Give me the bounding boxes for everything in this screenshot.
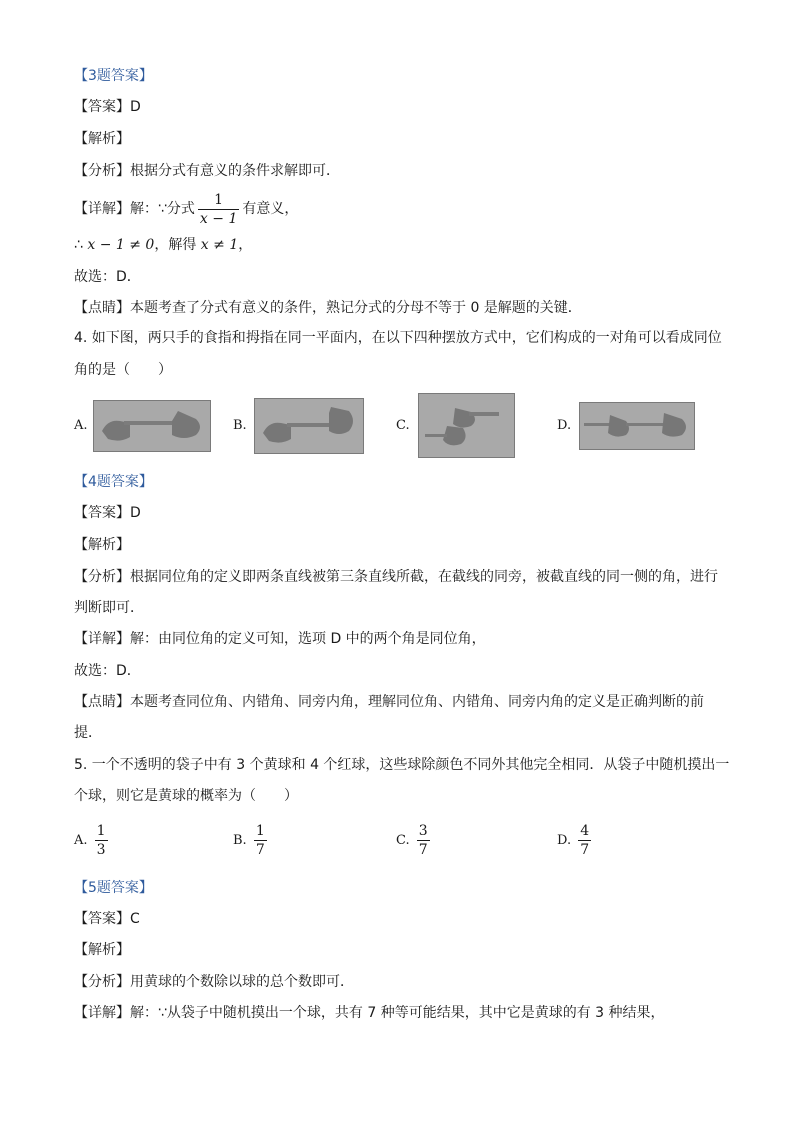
therefore-symbol: ∴ (74, 237, 88, 253)
hand-pointing-icon (94, 401, 210, 451)
q5-option-c (396, 822, 433, 859)
q4-stem-line2: 角的是（ ） (74, 362, 172, 378)
q3-detail (74, 190, 298, 228)
q3-detail-suffix: 有意义， (242, 201, 299, 217)
q3-answer-header: 【3题答案】 (74, 68, 153, 84)
fraction-denominator: 3 (96, 842, 106, 858)
q5-option-c-fraction (417, 822, 430, 859)
q5-answer-header: 【5题答案】 (74, 880, 153, 896)
q3-fraction (198, 191, 239, 228)
q5-option-d-fraction (578, 822, 591, 859)
q5-analysis-label: 【解析】 (74, 942, 130, 958)
q4-choose: 故选：D． (74, 663, 141, 679)
q5-detail: 【详解】解：∵从袋子中随机摸出一个球，共有 7 种等可能结果，其中它是黄球的有 3 种结果， (74, 1005, 665, 1021)
q3-answer: 【答案】D (74, 99, 141, 115)
q4-option-d-label: D. (557, 418, 572, 433)
fraction-denominator: 7 (418, 842, 428, 858)
q3-step-text: ，解得 (154, 237, 201, 253)
hand-pointing-image (254, 398, 364, 454)
q5-option-a-label: A. (74, 833, 88, 848)
q3-choose: 故选：D． (74, 269, 141, 285)
q3-inequality: x − 1 ≠ 0 (87, 237, 155, 253)
q3-step1 (74, 235, 252, 255)
q5-answer: 【答案】C (74, 911, 140, 927)
fraction-denominator: 7 (255, 842, 265, 858)
fraction-numerator: 1 (96, 823, 106, 839)
q4-fenxi-line2: 判断即可． (74, 600, 144, 616)
fraction-numerator: 3 (418, 823, 428, 839)
q4-option-a-label: A. (74, 418, 88, 433)
q5-stem-line1: 5. 一个不透明的袋子中有 3 个黄球和 4 个红球，这些球除颜色不同外其他完全相同．从袋子中随机摸出一 (74, 757, 730, 773)
q4-analysis-label: 【解析】 (74, 537, 130, 553)
q4-option-c-label: C. (396, 418, 410, 433)
q4-comment-line1: 【点睛】本题考查同位角、内错角、同旁内角，理解同位角、内错角、同旁内角的定义是正确判断的前 (74, 694, 704, 710)
hand-pointing-icon (580, 403, 694, 449)
q3-fraction-numerator: 1 (214, 191, 224, 208)
q5-option-d (557, 822, 594, 859)
q4-answer: 【答案】D (74, 505, 141, 521)
fraction-denominator: 7 (580, 842, 590, 858)
q3-detail-prefix: 【详解】解：∵分式 (74, 201, 195, 217)
q3-result: x ≠ 1 (200, 237, 239, 253)
q5-option-b-fraction (254, 822, 267, 859)
q5-option-c-label: C. (396, 833, 410, 848)
q5-option-b-label: B. (233, 833, 247, 848)
q5-option-d-label: D. (557, 833, 572, 848)
q5-option-a (74, 822, 111, 859)
fraction-numerator: 4 (580, 823, 590, 839)
q4-detail: 【详解】解：由同位角的定义可知，选项 D 中的两个角是同位角， (74, 631, 486, 647)
q4-fenxi-line1: 【分析】根据同位角的定义即两条直线被第三条直线所截，在截线的同旁，被截直线的同一侧的角，进行 (74, 569, 718, 585)
q3-fraction-denominator: x − 1 (199, 210, 238, 227)
q3-comment: 【点睛】本题考查了分式有意义的条件，熟记分式的分母不等于 0 是解题的关键． (74, 300, 582, 316)
q5-option-b (233, 822, 270, 859)
q3-step-end: ， (238, 237, 253, 253)
q5-stem-line2: 个球，则它是黄球的概率为（ ） (74, 788, 298, 804)
hand-pointing-icon (419, 394, 514, 457)
q5-option-a-fraction (95, 822, 108, 859)
q5-fenxi: 【分析】用黄球的个数除以球的总个数即可． (74, 974, 354, 990)
q3-fenxi: 【分析】根据分式有意义的条件求解即可． (74, 163, 340, 179)
q4-answer-header: 【4题答案】 (74, 474, 153, 490)
hand-pointing-image (579, 402, 695, 450)
hand-pointing-icon (255, 399, 363, 453)
q3-analysis-label: 【解析】 (74, 131, 130, 147)
hand-pointing-image (418, 393, 515, 458)
q4-option-b-label: B. (233, 418, 247, 433)
hand-pointing-image (93, 400, 211, 452)
q4-comment-line2: 提． (74, 725, 102, 741)
fraction-numerator: 1 (255, 823, 265, 839)
q4-stem-line1: 4. 如下图，两只手的食指和拇指在同一平面内，在以下四种摆放方式中，它们构成的一对角可以看成同位 (74, 330, 722, 346)
